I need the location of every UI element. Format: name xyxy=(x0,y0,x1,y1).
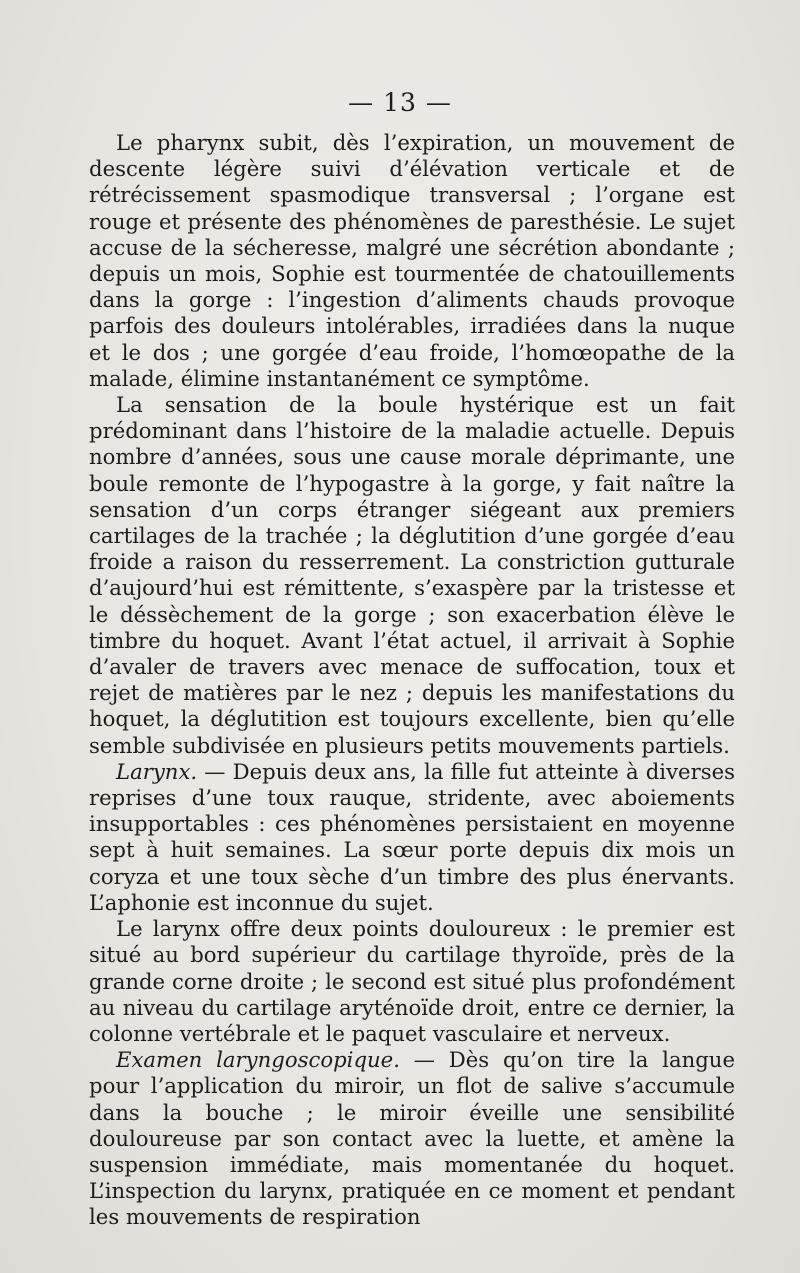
paragraph-text: — Depuis deux ans, la fille fut atteinte à diverses reprises d’une toux rauque, stridente, avec aboiements insupportables : ces phénomènes persistaient en moyenne sept à huit semaines. La sœur porte depuis dix mois un coryza et une toux sèche d’un timbre des plus énervants. L’aphonie est inconnue du sujet. xyxy=(89,758,735,915)
paragraph-text: La sensation de la boule hystérique est un fait prédominant dans l’histoire de la maladie actuelle. Depuis nombre d’années, sous une cause morale déprimante, une boule remonte de l’hypogastre à la gorge, y fait naître la sensation d’un corps étranger siégeant aux premiers cartilages de la trachée ; la déglutition d’une gorgée d’eau froide a raison du resserrement. La constriction gutturale d’aujourd’hui est rémittente, s’exaspère par la tristesse et le déssèchement de la gorge ; son exacerbation élève le timbre du hoquet. Avant l’état actuel, il arrivait à Sophie d’avaler de travers avec menace de suffocation, toux et rejet de matières par le nez ; depuis les manifestations du hoquet, la déglutition est toujours excellente, bien qu’elle semble subdivisée en plusieurs petits mouvements partiels. xyxy=(89,392,735,758)
paragraph-text: Le pharynx subit, dès l’expiration, un mouvement de descente légère suivi d’élévation verticale et de rétrécissement spasmodique transversal ; l’organe est rouge et présente des phénomènes de paresthésie. Le sujet accuse de la sécheresse, malgré une sécrétion abondante ; depuis un mois, Sophie est tourmentée de chatouillements dans la gorge : l’ingestion d’aliments chauds provoque parfois des douleurs intolérables, irradiées dans la nuque et le dos ; une gorgée d’eau froide, l’homœopathe de la malade, élimine instantanément ce symptôme. xyxy=(89,130,735,391)
section-lead: Examen laryngoscopique. xyxy=(116,1047,400,1073)
page-number: — 13 — xyxy=(348,88,452,117)
paragraph-pharynx xyxy=(89,130,735,392)
section-lead: Larynx. xyxy=(116,758,198,784)
paragraph-text: — Dès qu’on tire la langue pour l’application du miroir, un flot de salive s’accumule dans la bouche ; le miroir éveille une sensibilité douloureuse par son contact avec la luette, et amène la suspension immédiate, mais momentanée du hoquet. L’inspection du larynx, pratiquée en ce moment et pendant les mouvements de respiration xyxy=(89,1047,735,1230)
paragraph-larynx xyxy=(89,759,735,916)
paragraph-points-douloureux xyxy=(89,916,735,1047)
paragraph-text: Le larynx offre deux points douloureux : le premier est situé au bord supérieur du cartilage thyroïde, près de la grande corne droite ; le second est situé plus profondément au niveau du cartilage aryténoïde droit, entre ce dernier, la colonne vertébrale et le paquet vasculaire et nerveux. xyxy=(89,916,735,1046)
paragraph-boule-hysterique xyxy=(89,392,735,759)
body-text xyxy=(89,130,735,1231)
paragraph-examen-laryngoscopique xyxy=(89,1047,735,1230)
